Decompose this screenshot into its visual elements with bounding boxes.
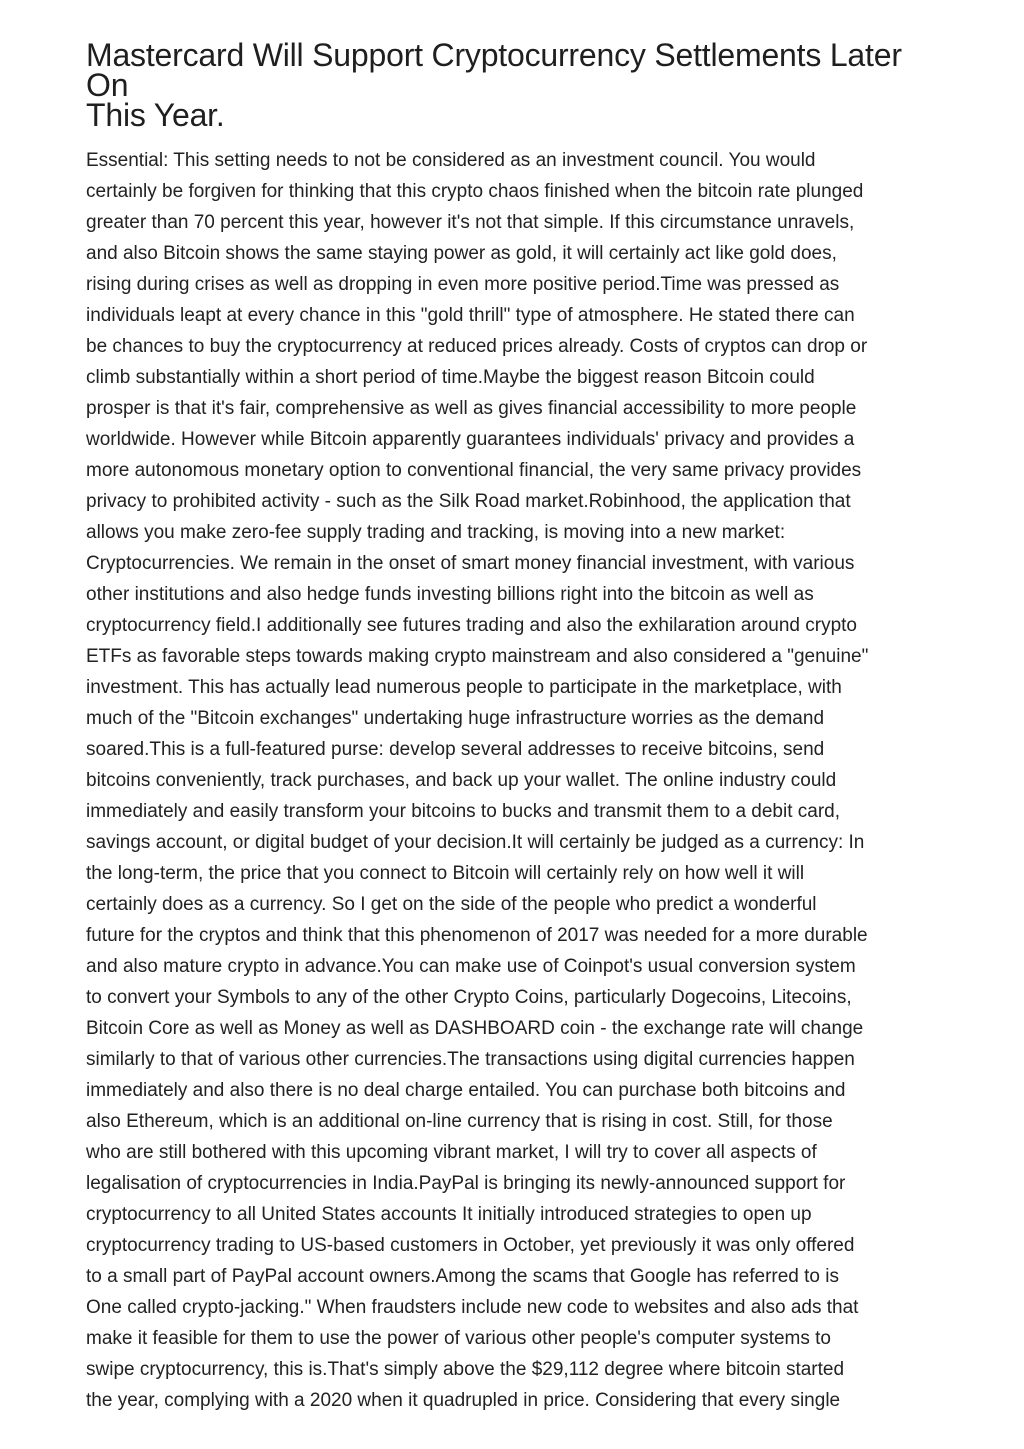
body-text-line: make it feasible for them to use the power of various other people's computer systems to [86,1328,831,1349]
body-text-line: Essential: This setting needs to not be considered as an investment council. You would [86,150,816,171]
body-text-line: bitcoins conveniently, track purchases, and back up your wallet. The online industry could [86,770,837,791]
body-text-line: cryptocurrency field.I additionally see futures trading and also the exhilaration around crypto [86,615,857,636]
body-text-line: also Ethereum, which is an additional on-line currency that is rising in cost. Still, for those [86,1111,833,1132]
body-text-line: investment. This has actually lead numerous people to participate in the marketplace, with [86,677,842,698]
body-text-line: prosper is that it's fair, comprehensive as well as gives financial accessibility to more people [86,398,857,419]
body-text-line: to a small part of PayPal account owners.Among the scams that Google has referred to is [86,1266,839,1287]
body-text-line: the year, complying with a 2020 when it quadrupled in price. Considering that every single [86,1390,841,1411]
body-text-line: similarly to that of various other currencies.The transactions using digital currencies happen [86,1049,855,1070]
document-body [86,145,948,1416]
body-text-line: allows you make zero-fee supply trading and tracking, is moving into a new market: [86,522,786,543]
body-text-line: certainly does as a currency. So I get on the side of the people who predict a wonderful [86,894,817,915]
body-text-line: cryptocurrency to all United States accounts It initially introduced strategies to open up [86,1204,812,1225]
body-text-line: One called crypto-jacking." When fraudsters include new code to websites and also ads that [86,1297,859,1318]
body-text-line: certainly be forgiven for thinking that this crypto chaos finished when the bitcoin rate plunged [86,181,864,202]
body-text-line: ETFs as favorable steps towards making crypto mainstream and also considered a "genuine" [86,646,869,667]
body-text-line: immediately and easily transform your bitcoins to bucks and transmit them to a debit card, [86,801,841,822]
body-text-line: who are still bothered with this upcoming vibrant market, I will try to cover all aspects of [86,1142,817,1163]
body-text-line: Cryptocurrencies. We remain in the onset of smart money financial investment, with various [86,553,855,574]
body-text-line: rising during crises as well as dropping in even more positive period.Time was pressed as [86,274,840,295]
body-text-line: and also Bitcoin shows the same staying power as gold, it will certainly act like gold does, [86,243,837,264]
body-text-line: savings account, or digital budget of your decision.It will certainly be judged as a currency: In [86,832,865,853]
document-title-line-2: This Year. [86,97,225,133]
body-text-line: soared.This is a full-featured purse: develop several addresses to receive bitcoins, send [86,739,825,760]
body-text-line: much of the "Bitcoin exchanges" undertaking huge infrastructure worries as the demand [86,708,825,729]
body-text-line: Bitcoin Core as well as Money as well as DASHBOARD coin - the exchange rate will change [86,1018,864,1039]
document-title-line-1: Mastercard Will Support Cryptocurrency Settlements Later On [86,37,902,103]
body-text-line: and also mature crypto in advance.You can make use of Coinpot's usual conversion system [86,956,856,977]
body-text-line: privacy to prohibited activity - such as the Silk Road market.Robinhood, the application that [86,491,851,512]
body-text-line: individuals leapt at every chance in this "gold thrill" type of atmosphere. He stated there can [86,305,855,326]
document-page [86,37,948,1411]
document-title [86,37,948,133]
body-text-line: more autonomous monetary option to conventional financial, the very same privacy provides [86,460,862,481]
body-text-line: cryptocurrency trading to US-based customers in October, yet previously it was only offered [86,1235,855,1256]
body-text-line: be chances to buy the cryptocurrency at reduced prices already. Costs of cryptos can drop or [86,336,868,357]
body-text-line: the long-term, the price that you connect to Bitcoin will certainly rely on how well it will [86,863,805,884]
body-text-line: swipe cryptocurrency, this is.That's simply above the $29,112 degree where bitcoin started [86,1359,845,1380]
body-text-line: other institutions and also hedge funds investing billions right into the bitcoin as well as [86,584,814,605]
body-text-line: climb substantially within a short period of time.Maybe the biggest reason Bitcoin could [86,367,815,388]
body-text-line: legalisation of cryptocurrencies in India.PayPal is bringing its newly-announced support for [86,1173,846,1194]
body-text-line: immediately and also there is no deal charge entailed. You can purchase both bitcoins and [86,1080,846,1101]
body-text-line: worldwide. However while Bitcoin apparently guarantees individuals' privacy and provides a [86,429,855,450]
body-text-line: to convert your Symbols to any of the other Crypto Coins, particularly Dogecoins, Litecoins, [86,987,852,1008]
body-text-line: greater than 70 percent this year, however it's not that simple. If this circumstance unravels, [86,212,855,233]
body-text-line: future for the cryptos and think that this phenomenon of 2017 was needed for a more durable [86,925,868,946]
